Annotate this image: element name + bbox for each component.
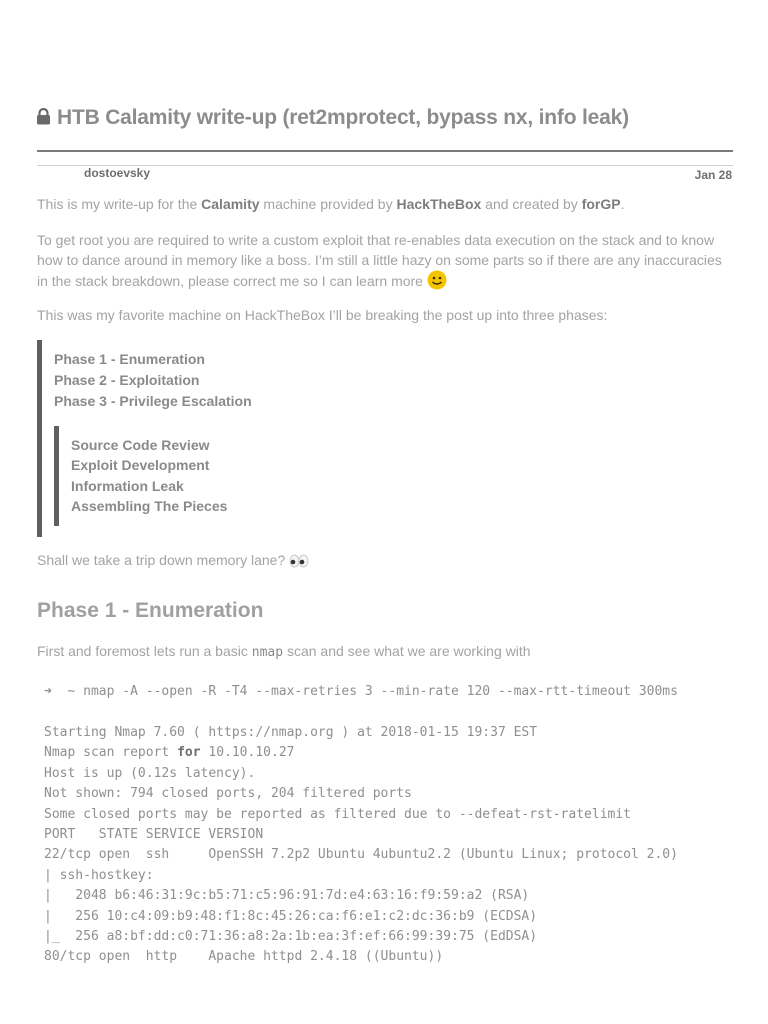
nmap-output-code-block: Starting Nmap 7.60 ( https://nmap.org ) at 2018-01-15 19:37 EST Nmap scan report for 10.10.10.27 Host is up (0.12s latency). Not shown: 794 closed ports, 204 filtered ports Some closed ports may be reported as filtered due to --defeat-rst-ratelimit PORT STATE SERVICE VERSION 22/tcp open ssh OpenSSH 7.2p2 Ubuntu 4ubuntu2.2 (Ubuntu Linux; protocol 2.0) | ssh-hostkey: | 2048 b6:46:31:9c:b5:71:c5:96:91:7d:e4:63:16:f9:59:a2 (RSA) | 256 10:c4:09:b9:48:f1:8c:45:26:ca:f6:e1:c2:dc:36:b9 (ECDSA) |_ 256 a8:bf:dd:c0:71:36:a8:2a:1b:ea:3f:ef:66:99:39:75 (EdDSA) 80/tcp open http Apache httpd 2.4.18 ((Ubuntu)) xyxy=(44,725,678,965)
phase-2-link[interactable]: Phase 2 - Exploitation xyxy=(54,372,200,388)
section-heading-enumeration: Phase 1 - Enumeration xyxy=(37,599,264,622)
nested-blockquote-bar xyxy=(54,426,59,526)
phase-3-link[interactable]: Phase 3 - Privilege Escalation xyxy=(54,393,252,409)
subphase-exploit-development[interactable]: Exploit Development xyxy=(71,457,210,473)
header-divider xyxy=(37,150,733,152)
subphase-assembling-the-pieces[interactable]: Assembling The Pieces xyxy=(71,498,228,514)
author-link[interactable]: dostoevsky xyxy=(84,166,151,180)
command-code-block: ➜ ~ nmap -A --open -R -T4 --max-retries 3 --min-rate 120 --max-rtt-timeout 300ms xyxy=(44,684,678,699)
description-paragraph: To get root you are required to write a custom exploit that re-enables data execution on the stack and to know how to dance around in memory like a boss. I’m still a little hazy on some parts so if there are any inaccuracies in the stack breakdown, please correct me so I can learn more xyxy=(37,232,722,289)
creator-name: forGP xyxy=(581,196,621,212)
phase-1-link[interactable]: Phase 1 - Enumeration xyxy=(54,351,205,367)
smile-emoji-icon xyxy=(427,270,447,290)
provider-name: HackTheBox xyxy=(396,196,482,212)
intro-paragraph: This is my write-up for the Calamity machine provided by HackTheBox and created by forGP. xyxy=(37,196,625,212)
phases-intro-paragraph: This was my favorite machine on HackTheBox I’ll be breaking the post up into three phases: xyxy=(37,307,608,323)
enumeration-paragraph: First and foremost lets run a basic nmap scan and see what we are working with xyxy=(37,643,531,660)
post-title-text: HTB Calamity write-up (ret2mprotect, bypass nx, info leak) xyxy=(57,106,629,129)
post-date: Jan 28 xyxy=(694,168,732,182)
eyes-emoji-icon xyxy=(289,553,309,569)
machine-name: Calamity xyxy=(201,196,260,212)
post-title xyxy=(36,106,736,130)
subphase-information-leak[interactable]: Information Leak xyxy=(71,478,184,494)
trip-paragraph: Shall we take a trip down memory lane? xyxy=(37,550,737,570)
blockquote-bar xyxy=(37,340,42,537)
subphase-source-code-review[interactable]: Source Code Review xyxy=(71,437,210,453)
inline-code: nmap xyxy=(251,645,284,660)
lock-icon xyxy=(36,108,51,125)
